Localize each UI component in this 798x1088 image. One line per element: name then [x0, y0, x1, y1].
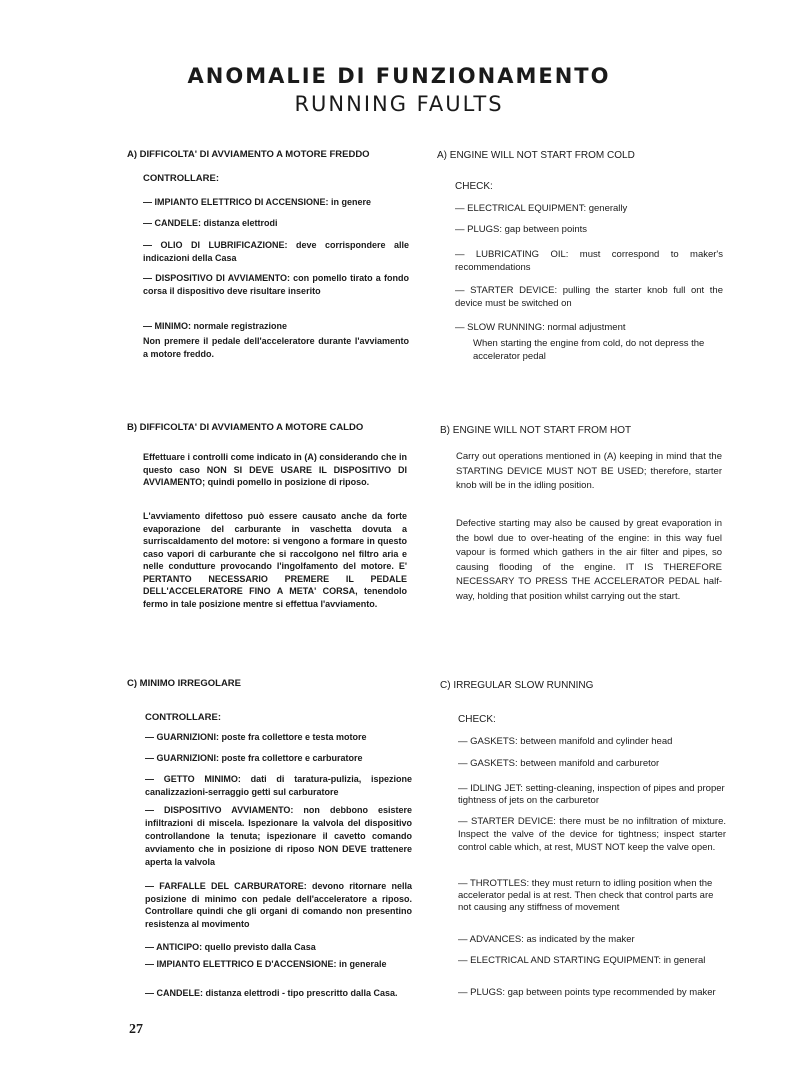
section-a-note-english: When starting the engine from cold, do not depress the accelerator pedal [473, 338, 705, 362]
section-b-paragraph-english: Carry out operations mentioned in (A) keeping in mind that the STARTING DEVICE MUST NOT BE USED; therefore, starter knob will be in the idling position. [456, 451, 722, 491]
section-b-paragraph-english: Defective starting may also be caused by great evaporation in the bowl due to over-heating of the engine: in this way fuel vapour is formed which gathers in the air filter and pipes, so causing flooding of the engine. IT IS THEREFORE NECESSARY TO PRESS THE ACCELERATOR PEDAL half-way, holding that position whilst carrying out the start. [456, 518, 722, 602]
section-b-heading-italian: B) DIFFICOLTA' DI AVVIAMENTO A MOTORE CALDO [127, 422, 364, 433]
section-c-item-english: — ELECTRICAL AND STARTING EQUIPMENT: in general [458, 955, 706, 966]
section-a-item-english: — STARTER DEVICE: pulling the starter knob full ont the device must be switched on [455, 285, 723, 309]
section-c-item-italian: — DISPOSITIVO AVVIAMENTO: non debbono esistere infiltrazioni di miscela. Ispezionare la valvola del dispositivo controllandone la tenuta; ispezionare il cavetto comando avviamento che in posizione di riposo NON DEVE trattenere aperta la valvola [145, 805, 412, 867]
section-a-item-english: — SLOW RUNNING: normal adjustment [455, 322, 626, 333]
section-a-check-italian: CONTROLLARE: [143, 173, 219, 184]
section-b-paragraph-italian: L'avviamento difettoso può essere causato anche da forte evaporazione del carburante in vaschetta dovuta a surriscaldamento del motore: si vengono a formare in questo caso vapori di carburante che si raccolgono nel filtro aria e nelle condutture provocando l'ingolfamento del motore. E' PERTANTO NECESSARIO PREMERE IL PEDALE DELL'ACCELERATORE FINO A META' CORSA, tenendolo fermo in tale posizione mentre si effettua l'avviamento. [143, 511, 407, 609]
page-title-english: RUNNING FAULTS [294, 92, 504, 116]
section-a-item-english: — ELECTRICAL EQUIPMENT: generally [455, 203, 628, 214]
section-a-check-english: CHECK: [455, 181, 493, 192]
section-c-item-english: — STARTER DEVICE: there must be no infiltration of mixture. Inspect the valve of the device for tightness; inspect starter control cable which, at rest, MUST NOT keep the valve open. [458, 816, 726, 853]
section-a-item-italian: — MINIMO: normale registrazione [143, 321, 288, 331]
section-a-item-italian: — DISPOSITIVO DI AVVIAMENTO: con pomello tirato a fondo corsa il dispositivo deve risultare inserito [143, 273, 409, 296]
section-c-item-italian: — GUARNIZIONI: poste fra collettore e carburatore [145, 753, 363, 763]
section-a-item-english: — LUBRICATING OIL: must correspond to maker's recommendations [455, 249, 723, 273]
section-c-item-italian: — CANDELE: distanza elettrodi - tipo prescritto dalla Casa. [145, 988, 398, 998]
section-a-item-italian: — OLIO DI LUBRIFICAZIONE: deve corrispondere alle indicazioni della Casa [143, 240, 409, 263]
section-a-item-english: — PLUGS: gap between points [455, 224, 588, 235]
page-number: 27 [129, 1022, 143, 1037]
section-c-item-english: — ADVANCES: as indicated by the maker [458, 934, 635, 945]
section-c-heading-italian: C) MINIMO IRREGOLARE [127, 678, 241, 689]
page-title-italian: ANOMALIE DI FUNZIONAMENTO [187, 64, 611, 88]
section-a-note-italian: Non premere il pedale dell'acceleratore durante l'avviamento a motore freddo. [143, 336, 409, 359]
section-c-item-english: — GASKETS: between manifold and carburetor [458, 758, 660, 769]
section-c-item-italian: — FARFALLE DEL CARBURATORE: devono ritornare nella posizione di minimo con pedale dell'acceleratore a riposo. Controllare quindi che gli organi di comando non presentino resistenza al movimento [145, 881, 412, 929]
section-b-paragraph-italian: Effettuare i controlli come indicato in (A) considerando che in questo caso NON SI DEVE USARE IL DISPOSITIVO DI AVVIAMENTO; quindi pomello in posizione di riposo. [143, 452, 407, 487]
section-a-heading-english: A) ENGINE WILL NOT START FROM COLD [437, 150, 635, 161]
section-c-item-english: — GASKETS: between manifold and cylinder head [458, 736, 673, 747]
section-c-check-english: CHECK: [458, 714, 496, 725]
section-a-item-italian: — IMPIANTO ELETTRICO DI ACCENSIONE: in genere [143, 197, 372, 207]
section-c-check-italian: CONTROLLARE: [145, 712, 221, 723]
section-c-item-italian: — GETTO MINIMO: dati di taratura-pulizia, ispezione canalizzazioni-serraggio getti sul carburatore [145, 774, 412, 797]
section-c-item-italian: — GUARNIZIONI: poste fra collettore e testa motore [145, 732, 367, 742]
section-a-heading-italian: A) DIFFICOLTA' DI AVVIAMENTO A MOTORE FREDDO [127, 149, 370, 160]
section-b-heading-english: B) ENGINE WILL NOT START FROM HOT [440, 425, 632, 436]
section-a-item-italian: — CANDELE: distanza elettrodi [143, 218, 278, 228]
section-c-item-italian: — ANTICIPO: quello previsto dalla Casa [145, 942, 316, 952]
section-c-item-english: — IDLING JET: setting-cleaning, inspection of pipes and proper tightness of jets on the carburetor [458, 783, 725, 806]
section-c-item-english: — THROTTLES: they must return to idling position when the accelerator pedal is at rest. Then check that control parts are not causing any stiffness of movement [458, 878, 714, 913]
section-c-item-italian: — IMPIANTO ELETTRICO E D'ACCENSIONE: in generale [145, 959, 387, 969]
section-c-heading-english: C) IRREGULAR SLOW RUNNING [440, 680, 594, 691]
section-c-item-english: — PLUGS: gap between points type recommended by maker [458, 987, 716, 998]
